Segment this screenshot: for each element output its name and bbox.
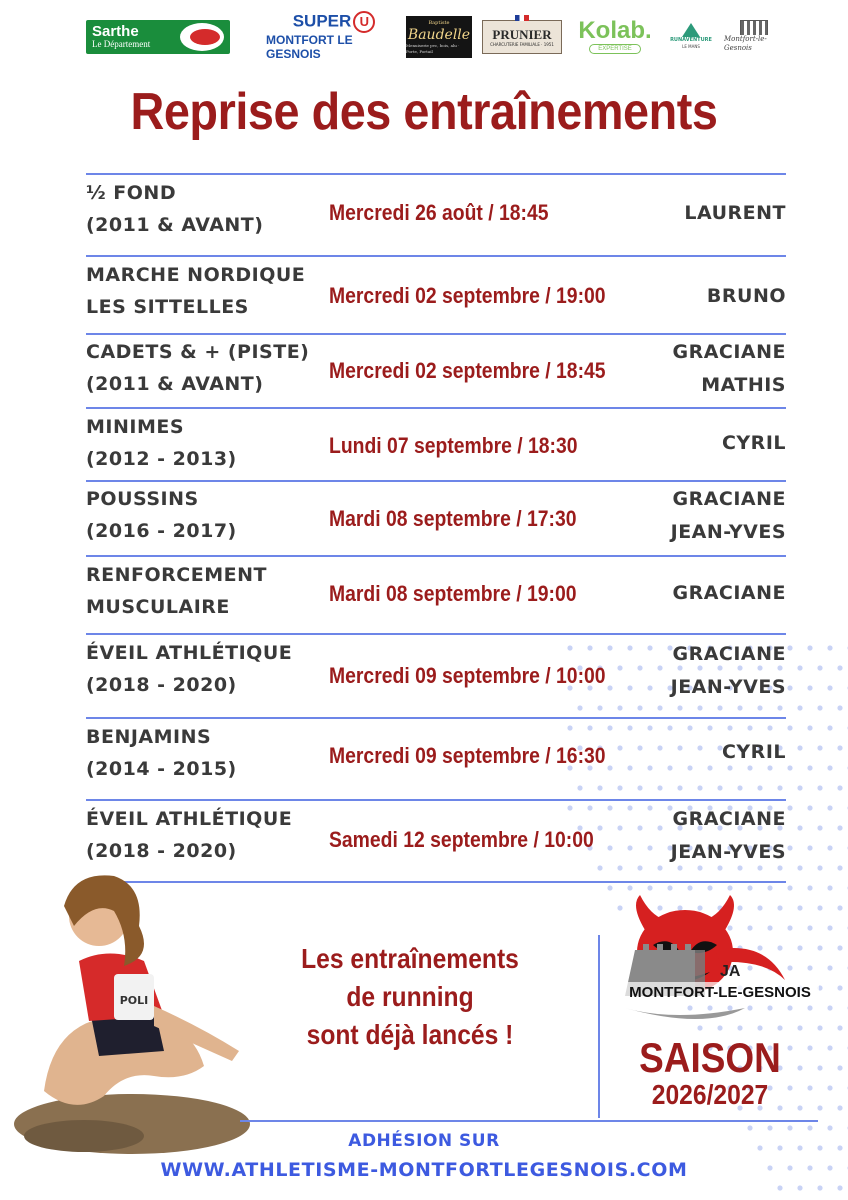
club-logo	[615, 890, 825, 1030]
pattern-dot	[587, 805, 592, 810]
sarthe-swoosh-icon	[180, 23, 224, 51]
sarthe-logo	[86, 20, 230, 54]
group-name	[86, 637, 321, 701]
row-divider	[86, 633, 786, 635]
super-u-logo-sub: MONTFORT LE GESNOIS	[266, 33, 353, 61]
pattern-dot	[637, 785, 642, 790]
prunier-logo-name: PRUNIER	[492, 26, 552, 42]
pattern-dot	[717, 705, 722, 710]
coach-names	[646, 336, 786, 402]
pattern-dot	[607, 805, 612, 810]
pattern-dot	[567, 805, 572, 810]
pattern-dot	[837, 865, 842, 870]
pattern-dot	[817, 1185, 822, 1190]
pattern-dot	[827, 765, 832, 770]
sponsor-bar	[86, 11, 786, 61]
session-date: Mardi 08 septembre / 17:30	[329, 506, 577, 531]
pattern-dot	[807, 685, 812, 690]
pattern-dot	[757, 785, 762, 790]
running-line-3: sont déjà lancés !	[306, 1019, 514, 1050]
group-line: ÉVEIL ATHLÉTIQUE	[86, 808, 293, 830]
group-name	[86, 483, 321, 547]
pattern-dot	[577, 785, 582, 790]
coach-names	[646, 638, 786, 704]
baudelle-logo-name: Baudelle	[407, 26, 471, 43]
season	[622, 1036, 798, 1110]
pattern-dot	[807, 1085, 812, 1090]
group-line: MUSCULAIRE	[86, 596, 230, 618]
pattern-dot	[837, 1105, 842, 1110]
super-u-logo	[266, 11, 402, 61]
pattern-dot	[837, 745, 842, 750]
pattern-dot	[797, 665, 802, 670]
runaventure-logo-sub: LE MANS	[682, 44, 700, 49]
kolab-logo-name: Kolab.	[578, 17, 652, 44]
group-line: (2018 - 2020)	[86, 674, 237, 696]
pattern-dot	[597, 865, 602, 870]
athlete-photo	[14, 866, 250, 1156]
pattern-dot	[827, 725, 832, 730]
coach-name: GRACIANE	[672, 582, 786, 604]
pattern-dot	[777, 705, 782, 710]
pattern-dot	[827, 965, 832, 970]
club-logo-ja: JA	[720, 963, 741, 980]
page-title: Reprise des entraînements	[130, 83, 718, 141]
pattern-dot	[797, 1065, 802, 1070]
pattern-dot	[797, 1105, 802, 1110]
u-icon: U	[353, 11, 375, 33]
group-line: RENFORCEMENT	[86, 564, 267, 586]
session-date: Samedi 12 septembre / 10:00	[329, 827, 594, 852]
group-line: (2012 - 2013)	[86, 448, 237, 470]
group-name	[86, 259, 321, 323]
pattern-dot	[697, 785, 702, 790]
pattern-dot	[647, 725, 652, 730]
pattern-dot	[607, 645, 612, 650]
pattern-dot	[807, 805, 812, 810]
pattern-dot	[627, 845, 632, 850]
pattern-dot	[837, 825, 842, 830]
group-line: MARCHE NORDIQUE	[86, 264, 306, 286]
coach-name: MATHIS	[701, 374, 786, 396]
pattern-dot	[837, 705, 842, 710]
montfort-logo-name: Montfort-le-Gesnois	[724, 34, 767, 52]
vertical-divider	[598, 935, 600, 1118]
runaventure-logo-name: RUNAVENTURE	[670, 37, 712, 43]
session-date: Mercredi 02 septembre / 18:45	[329, 358, 606, 383]
pattern-dot	[787, 845, 792, 850]
row-divider	[86, 407, 786, 409]
coach-name: JEAN-YVES	[670, 676, 786, 698]
coach-name: BRUNO	[706, 285, 786, 307]
running-line-1: Les entraînements	[301, 943, 519, 974]
pattern-dot	[727, 725, 732, 730]
pattern-dot	[787, 685, 792, 690]
adhesion-label: ADHÉSION SUR	[348, 1131, 500, 1151]
pattern-dot	[827, 1005, 832, 1010]
row-divider	[86, 173, 786, 175]
group-line: LES SITTELLES	[86, 296, 249, 318]
pattern-dot	[817, 705, 822, 710]
super-u-logo-name: SUPER	[292, 11, 352, 31]
session-date: Mercredi 09 septembre / 10:00	[329, 663, 606, 688]
pattern-dot	[747, 725, 752, 730]
pattern-dot	[567, 645, 572, 650]
coach-name: LAURENT	[684, 202, 786, 224]
group-line: MINIMES	[86, 416, 185, 438]
coach-names	[646, 803, 786, 869]
pattern-dot	[627, 725, 632, 730]
pattern-dot	[797, 825, 802, 830]
pattern-dot	[807, 725, 812, 730]
pattern-dot	[837, 785, 842, 790]
pattern-dot	[627, 685, 632, 690]
coach-name: GRACIANE	[672, 808, 786, 830]
pattern-dot	[817, 665, 822, 670]
pattern-dot	[837, 1065, 842, 1070]
row-divider	[86, 799, 786, 801]
baudelle-logo-top: Baptiste	[428, 19, 450, 26]
group-line: (2011 & AVANT)	[86, 214, 264, 236]
pattern-dot	[797, 705, 802, 710]
coach-name: CYRIL	[721, 432, 786, 454]
pattern-dot	[837, 945, 842, 950]
pattern-dot	[627, 645, 632, 650]
pattern-dot	[837, 985, 842, 990]
pattern-dot	[787, 725, 792, 730]
group-name	[86, 559, 321, 623]
pattern-dot	[637, 705, 642, 710]
row-divider	[86, 480, 786, 482]
group-line: (2016 - 2017)	[86, 520, 237, 542]
sarthe-logo-sub: Le Département	[92, 39, 151, 49]
pattern-dot	[827, 685, 832, 690]
season-years: 2026/2027	[651, 1079, 769, 1110]
pattern-dot	[827, 845, 832, 850]
coach-names	[646, 483, 786, 549]
pattern-dot	[797, 1185, 802, 1190]
pattern-dot	[797, 745, 802, 750]
pattern-dot	[607, 725, 612, 730]
pattern-dot	[827, 1085, 832, 1090]
pattern-dot	[817, 825, 822, 830]
pattern-dot	[817, 745, 822, 750]
pattern-dot	[737, 785, 742, 790]
kolab-logo	[570, 14, 660, 58]
pattern-dot	[677, 705, 682, 710]
pattern-dot	[787, 765, 792, 770]
athlete-bib: POLI	[119, 994, 149, 1007]
group-line: ÉVEIL ATHLÉTIQUE	[86, 642, 293, 664]
group-line: POUSSINS	[86, 488, 199, 510]
pattern-dot	[817, 1105, 822, 1110]
pattern-dot	[837, 665, 842, 670]
row-divider	[86, 255, 786, 257]
pattern-dot	[817, 865, 822, 870]
pattern-dot	[607, 885, 612, 890]
pattern-dot	[837, 1185, 842, 1190]
row-divider	[86, 555, 786, 557]
session-date: Mercredi 02 septembre / 19:00	[329, 283, 606, 308]
pattern-dot	[697, 705, 702, 710]
pattern-dot	[587, 725, 592, 730]
session-date: Mardi 08 septembre / 19:00	[329, 581, 577, 606]
group-name	[86, 721, 321, 785]
pattern-dot	[597, 785, 602, 790]
coach-names	[646, 427, 786, 460]
pattern-dot	[677, 785, 682, 790]
pattern-dot	[587, 645, 592, 650]
pattern-dot	[627, 765, 632, 770]
pattern-dot	[597, 705, 602, 710]
french-flag-icon	[515, 15, 529, 21]
pattern-dot	[617, 705, 622, 710]
pattern-dot	[757, 705, 762, 710]
sarthe-logo-name: Sarthe	[92, 23, 139, 40]
castle-icon	[740, 20, 768, 35]
pattern-dot	[797, 865, 802, 870]
session-date: Mercredi 26 août / 18:45	[329, 200, 549, 225]
pattern-dot	[777, 785, 782, 790]
pattern-dot	[827, 885, 832, 890]
mountain-icon	[682, 23, 700, 37]
group-line: (2018 - 2020)	[86, 840, 237, 862]
coach-name: GRACIANE	[672, 488, 786, 510]
pattern-dot	[797, 785, 802, 790]
pattern-dot	[637, 665, 642, 670]
club-logo-name: MONTFORT-LE-GESNOIS	[629, 984, 811, 1001]
pattern-dot	[637, 745, 642, 750]
coach-names	[646, 197, 786, 230]
group-name	[86, 803, 321, 867]
pattern-dot	[617, 785, 622, 790]
pattern-dot	[807, 845, 812, 850]
coach-name: GRACIANE	[672, 643, 786, 665]
pattern-dot	[717, 785, 722, 790]
coach-name: CYRIL	[721, 741, 786, 763]
pattern-dot	[817, 1065, 822, 1070]
pattern-dot	[827, 805, 832, 810]
group-name	[86, 177, 321, 241]
pattern-dot	[567, 725, 572, 730]
pattern-dot	[787, 805, 792, 810]
pattern-dot	[827, 925, 832, 930]
group-name	[86, 411, 321, 475]
pattern-dot	[787, 645, 792, 650]
group-line: ½ FOND	[86, 182, 177, 204]
pattern-dot	[737, 705, 742, 710]
group-line: BENJAMINS	[86, 726, 212, 748]
baudelle-logo-sub: Menuiserie pvc, bois, alu · Porte, Portail	[406, 42, 460, 54]
pattern-dot	[637, 865, 642, 870]
pattern-dot	[807, 1045, 812, 1050]
pattern-dot	[657, 705, 662, 710]
group-name	[86, 336, 321, 400]
pattern-dot	[777, 1185, 782, 1190]
pattern-dot	[667, 725, 672, 730]
coach-name: GRACIANE	[672, 341, 786, 363]
coach-names	[646, 736, 786, 769]
coach-names	[646, 577, 786, 610]
kolab-logo-sub: EXPERTISE	[589, 44, 641, 54]
runaventure-logo	[672, 14, 710, 58]
pattern-dot	[657, 785, 662, 790]
pattern-dot	[577, 705, 582, 710]
coach-name: JEAN-YVES	[670, 521, 786, 543]
montfort-logo	[724, 14, 784, 58]
coach-names	[646, 280, 786, 313]
pattern-dot	[827, 1045, 832, 1050]
session-date: Lundi 07 septembre / 18:30	[329, 433, 578, 458]
group-line: CADETS & + (PISTE)	[86, 341, 310, 363]
running-line-2: de running	[346, 981, 474, 1012]
pattern-dot	[617, 865, 622, 870]
session-date: Mercredi 09 septembre / 16:30	[329, 743, 606, 768]
pattern-dot	[637, 825, 642, 830]
footer-divider	[240, 1120, 818, 1122]
pattern-dot	[807, 765, 812, 770]
pattern-dot	[707, 725, 712, 730]
season-label: SAISON	[639, 1034, 781, 1081]
group-line: (2011 & AVANT)	[86, 373, 264, 395]
prunier-logo-sub: CHARCUTERIE FAMILIALE · 1951	[490, 41, 554, 47]
row-divider	[86, 333, 786, 335]
pattern-dot	[767, 725, 772, 730]
website-link[interactable]: WWW.ATHLETISME-MONTFORTLEGESNOIS.COM	[160, 1159, 688, 1181]
pattern-dot	[837, 905, 842, 910]
row-divider	[86, 717, 786, 719]
group-line: (2014 - 2015)	[86, 758, 237, 780]
pattern-dot	[817, 785, 822, 790]
running-announcement	[274, 940, 547, 1054]
pattern-dot	[827, 645, 832, 650]
baudelle-logo	[406, 16, 472, 58]
pattern-dot	[807, 645, 812, 650]
coach-name: JEAN-YVES	[670, 841, 786, 863]
pattern-dot	[837, 1025, 842, 1030]
pattern-dot	[687, 725, 692, 730]
pattern-dot	[627, 805, 632, 810]
prunier-logo	[482, 20, 562, 54]
